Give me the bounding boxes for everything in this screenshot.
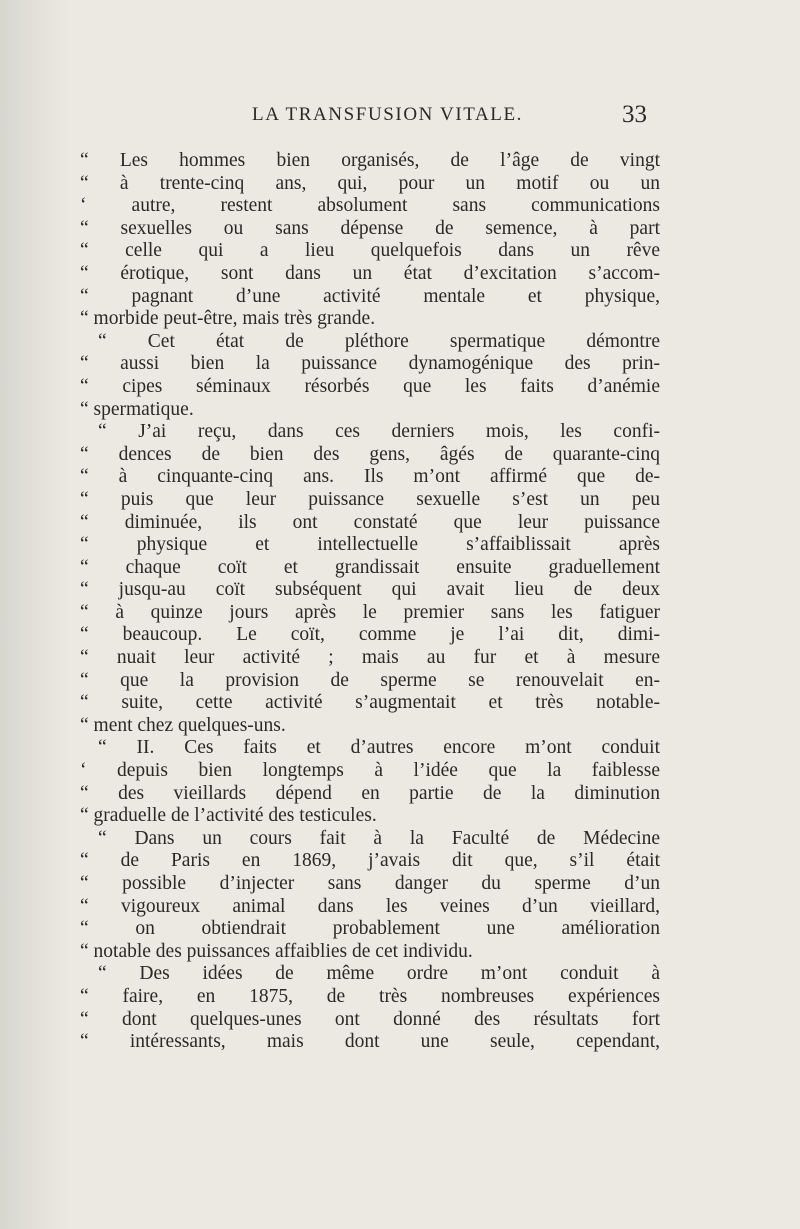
- text-line: “ puis que leur puissance sexuelle s’est un peu: [80, 488, 660, 510]
- text-line: “ chaque coït et grandissait ensuite graduellement: [80, 556, 660, 578]
- text-line: “ beaucoup. Le coït, comme je l’ai dit, dimi-: [80, 624, 660, 646]
- text-line: “ celle qui a lieu quelquefois dans un rêve: [80, 240, 660, 262]
- text-line: “ cipes séminaux résorbés que les faits d’anémie: [80, 375, 660, 397]
- page-number: 33: [622, 101, 647, 128]
- text-line: “ aussi bien la puissance dynamogénique des prin-: [80, 353, 660, 375]
- text-line: “ suite, cette activité s’augmentait et très notable-: [80, 692, 660, 714]
- text-line: “ sexuelles ou sans dépense de semence, à part: [80, 217, 660, 239]
- text-line: “ de Paris en 1869, j’avais dit que, s’il était: [80, 850, 660, 872]
- text-line: “ dences de bien des gens, âgés de quarante-cinq: [80, 443, 660, 465]
- page-header: [0, 90, 800, 130]
- text-line: “ graduelle de l’activité des testicules.: [80, 805, 377, 827]
- text-line: “ jusqu-au coït subséquent qui avait lieu de deux: [80, 579, 660, 601]
- body-text: [80, 150, 660, 1054]
- text-line: “ Dans un cours fait à la Faculté de Médecine: [98, 827, 660, 849]
- text-line: “ que la provision de sperme se renouvelait en-: [80, 669, 660, 691]
- text-line: “ possible d’injecter sans danger du sperme d’un: [80, 873, 660, 894]
- text-line: “ ment chez quelques-uns.: [80, 714, 286, 736]
- text-line: “ J’ai reçu, dans ces derniers mois, les confi-: [98, 421, 660, 443]
- text-line: “ morbide peut-être, mais très grande.: [80, 308, 376, 330]
- text-line: “ on obtiendrait probablement une amélioration: [80, 918, 660, 940]
- running-head: LA TRANSFUSION VITALE.: [252, 104, 524, 125]
- text-line: “ nuait leur activité ; mais au fur et à mesure: [80, 647, 660, 669]
- text-line: “ spermatique.: [80, 398, 194, 420]
- text-line: “ Les hommes bien organisés, de l’âge de vingt: [80, 150, 660, 171]
- text-line: “ dont quelques-unes ont donné des résultats fort: [80, 1008, 660, 1030]
- text-line: “ vigoureux animal dans les veines d’un vieillard,: [80, 895, 660, 917]
- text-line: ‘ autre, restent absolument sans communications: [80, 195, 660, 217]
- text-line: ‘ depuis bien longtemps à l’idée que la faiblesse: [80, 760, 660, 782]
- text-line: “ pagnant d’une activité mentale et physique,: [80, 285, 660, 307]
- text-line: “ des vieillards dépend en partie de la diminution: [80, 782, 660, 804]
- text-line: “ érotique, sont dans un état d’excitation s’accom-: [80, 262, 660, 284]
- text-line: “ faire, en 1875, de très nombreuses expériences: [80, 985, 660, 1007]
- text-line: “ physique et intellectuelle s’affaiblissait après: [80, 534, 660, 556]
- text-line: “ intéressants, mais dont une seule, cependant,: [80, 1031, 660, 1053]
- text-line: “ à cinquante-cinq ans. Ils m’ont affirmé que de-: [80, 466, 660, 488]
- text-line: “ Cet état de pléthore spermatique démontre: [98, 330, 660, 352]
- text-line: “ Des idées de même ordre m’ont conduit à: [98, 963, 660, 985]
- text-line: “ diminuée, ils ont constaté que leur puissance: [80, 511, 660, 533]
- text-line: “ II. Ces faits et d’autres encore m’ont conduit: [98, 737, 660, 759]
- text-line: “ à quinze jours après le premier sans les fatiguer: [80, 601, 660, 623]
- text-line: “ notable des puissances affaiblies de cet individu.: [80, 940, 473, 962]
- text-line: “ à trente-cinq ans, qui, pour un motif ou un: [80, 172, 660, 194]
